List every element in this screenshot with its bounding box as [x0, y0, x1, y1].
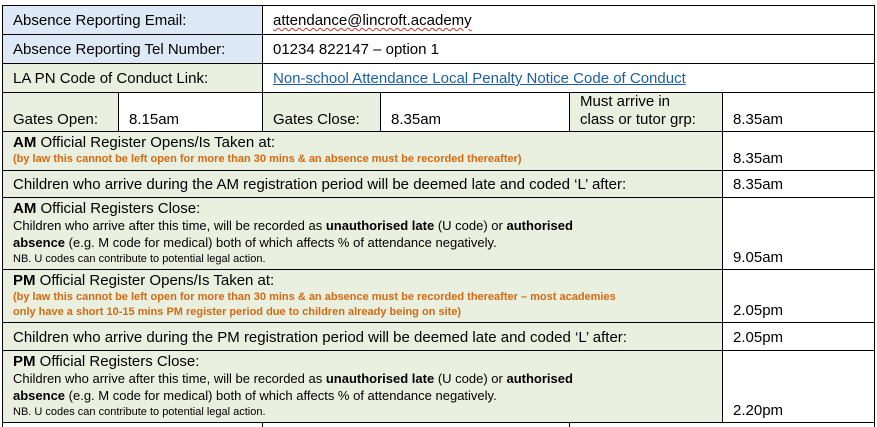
pm-open-label-cell [2, 270, 723, 323]
pm-close-line2-post: (e.g. M code for medical) both of which affects % of attendance negatively. [65, 388, 497, 403]
pm-close-line2-bold: absence [13, 388, 66, 403]
pm-close-title [13, 353, 199, 371]
must-arrive-value-cell [723, 93, 875, 132]
am-close-line1 [13, 218, 573, 233]
am-close-nb: NB. U codes can contribute to potential legal action. [13, 253, 266, 265]
pm-close-title-text: Official Registers Close: [35, 353, 200, 370]
am-open-value: 8.35am [733, 150, 784, 167]
am-close-value-cell [723, 198, 875, 270]
pm-close-line1-bold2: authorised [506, 371, 573, 386]
am-late-value: 8.35am [733, 176, 784, 193]
am-open-note: (by law this cannot be left open for more than 30 mins & an absence must be recorded thereafter) [13, 153, 522, 165]
am-open-label-cell [2, 132, 723, 171]
code-link-label: LA PN Code of Conduct Link: [13, 70, 209, 87]
am-close-title-text: Official Registers Close: [36, 200, 201, 217]
gates-open-value: 8.15am [129, 111, 180, 128]
pm-close-label-cell [2, 351, 723, 423]
gates-open-label-cell [2, 93, 119, 132]
pm-late-text: Children who arrive during the PM registration period will be deemed late and coded ‘L’ after: [13, 329, 627, 346]
am-late-label-cell [2, 171, 723, 198]
pm-open-title [13, 272, 274, 290]
am-close-line1-pre: Children who arrive after this time, will be recorded as [13, 218, 326, 233]
am-close-label-cell [2, 198, 723, 270]
pm-open-value-cell [723, 270, 875, 323]
pm-close-line2 [13, 388, 497, 403]
tel-label: Absence Reporting Tel Number: [13, 41, 226, 58]
must-arrive-label-line2: class or tutor grp: [580, 111, 696, 128]
tel-label-cell [2, 35, 263, 64]
am-close-line2-post: (e.g. M code for medical) both of which affects % of attendance negatively. [65, 235, 497, 250]
pm-close-line1-mid: (U code) or [434, 371, 507, 386]
am-late-value-cell [723, 171, 875, 198]
tel-value-cell [263, 35, 875, 64]
am-open-title [13, 134, 275, 152]
pm-close-line1-bold1: unauthorised late [325, 371, 435, 386]
am-close-line1-bold1: unauthorised late [325, 218, 435, 233]
pm-open-note-line1: (by law this cannot be left open for more than 30 mins & an absence must be recorded thereafter – most academies [13, 291, 616, 303]
must-arrive-value: 8.35am [733, 111, 784, 128]
gates-open-value-cell [119, 93, 263, 132]
am-late-text: Children who arrive during the AM registration period will be deemed late and coded ‘L’ after: [13, 176, 627, 193]
am-close-line1-mid: (U code) or [434, 218, 507, 233]
pm-close-line1-pre: Children who arrive after this time, will be recorded as [13, 371, 326, 386]
pm-open-value: 2.05pm [733, 302, 784, 319]
email-label: Absence Reporting Email: [13, 12, 187, 29]
am-open-bold: AM [13, 134, 37, 151]
must-arrive-label-line1: Must arrive in [580, 93, 671, 110]
am-open-value-cell [723, 132, 875, 171]
pm-close-bold: PM [13, 353, 36, 370]
email-value-cell [263, 5, 875, 35]
pm-open-note-line2: only have a short 10-15 mins PM register period due to children already being on site) [13, 306, 462, 318]
am-close-line1-bold2: authorised [506, 218, 573, 233]
pm-late-label-cell [2, 323, 723, 351]
email-label-cell [2, 5, 263, 35]
am-close-line2 [13, 235, 497, 250]
pm-open-title-text: Official Register Opens/Is Taken at: [35, 272, 275, 289]
pm-open-bold: PM [13, 272, 36, 289]
gates-close-label-cell [263, 93, 381, 132]
next-row-stub-2 [263, 423, 570, 427]
pm-close-value-cell [723, 351, 875, 423]
am-close-bold: AM [13, 200, 37, 217]
code-of-conduct-link[interactable]: Non-school Attendance Local Penalty Notice Code of Conduct [273, 70, 686, 87]
pm-late-value-cell [723, 323, 875, 351]
next-row-stub-1 [2, 423, 263, 427]
pm-close-nb: NB. U codes can contribute to potential legal action. [13, 406, 266, 418]
code-link-value-cell [263, 64, 875, 93]
am-close-value: 9.05am [733, 249, 784, 266]
next-row-stub-3 [570, 423, 875, 427]
am-close-title [13, 200, 200, 218]
gates-close-value: 8.35am [391, 111, 442, 128]
gates-open-label: Gates Open: [13, 111, 99, 128]
gates-close-label: Gates Close: [273, 111, 360, 128]
code-link-label-cell [2, 64, 263, 93]
email-value[interactable]: attendance@lincroft.academy [273, 12, 472, 29]
am-open-title-text: Official Register Opens/Is Taken at: [36, 134, 276, 151]
pm-close-line1 [13, 371, 573, 386]
pm-late-value: 2.05pm [733, 329, 784, 346]
must-arrive-label-cell [570, 93, 723, 132]
gates-close-value-cell [381, 93, 570, 132]
pm-close-value: 2.20pm [733, 402, 784, 419]
tel-value: 01234 822147 – option 1 [273, 41, 439, 58]
am-close-line2-bold: absence [13, 235, 66, 250]
